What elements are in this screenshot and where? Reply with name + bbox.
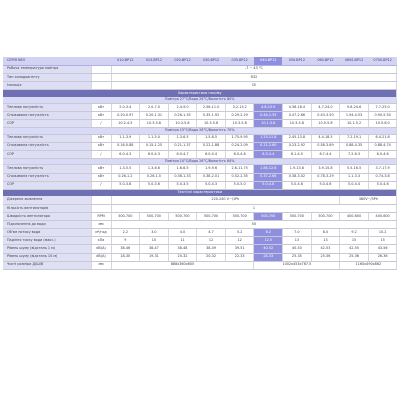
value-cell: 38-46 [111,245,140,253]
model-name: 035-BP12 [225,57,254,65]
value-cell: 42-53 [311,245,340,253]
value-cell: 1.9-9.6 [197,165,226,173]
performance-row [3,103,397,111]
value-cell: 7.2-6.3 [340,150,369,158]
row-unit: кВт [91,111,111,119]
model-header-row [3,57,397,65]
value-cell: 1.3-6.6 [140,165,169,173]
value-cell: 2.6-11.75 [225,165,254,173]
condition-title-row [3,127,397,134]
value-cell: 1.1-5.0 [140,134,169,142]
value-cell: 9.8-24.6 [340,103,369,111]
spec-table [3,57,397,270]
value-cell: 4.7 [197,229,226,237]
value-cell: 42-55 [340,245,369,253]
value-cell: 6.1-4.5 [283,150,312,158]
value-cell: 6.0-4.6 [368,150,397,158]
tech-row [3,253,397,261]
performance-row [3,165,397,173]
value-cell: 43-56 [368,245,397,253]
value-cell: 1.75-9.95 [225,134,254,142]
value-cell: 0.88-4.35 [340,142,369,150]
series-label: СЕРІЯ NEO [3,57,111,65]
value-cell: 2.0-7.0 [140,103,169,111]
model-name: 070S-BP12 [368,57,397,65]
value-cell: 6.0-4.3 [111,150,140,158]
value-cell: 3.0 [140,229,169,237]
value-cell: 10.1-5.2 [340,119,369,127]
condition-title: Повітря 15°С/Вода 26°С/Вологість 70% [3,127,397,134]
value-cell: 22-33 [225,253,254,261]
value-cell: 26-36 [368,253,397,261]
value-cell: 4.4-18.5 [311,134,340,142]
value-cell: 10.3-5.8 [197,119,226,127]
value-cell: 5.0-4.8 [254,181,283,189]
spec-sheet [3,57,397,270]
value-cell: 0.20-1.31 [140,111,169,119]
value-cell: 6.0-4.7 [168,150,197,158]
value-cell: 8.0 [311,229,340,237]
row-label: Об'єм потоку води [3,229,91,237]
value-cell: 220-240 V~/1Ph [111,196,340,204]
value-cell: 6.0-4.4 [197,150,226,158]
value-cell: 0.47-2.66 [283,111,312,119]
value-cell: 5.2 [225,229,254,237]
value-cell: 1002х453х767.5 [254,261,340,269]
row-unit: / [91,150,111,158]
value-cell: 20-32 [197,253,226,261]
value-cell: 1.94-4.53 [340,111,369,119]
tech-row [3,245,397,253]
value-cell: 10.3-5.8 [225,119,254,127]
row-unit [91,81,111,89]
row-unit [91,204,111,212]
value-cell: 0.24-2.09 [225,142,254,150]
value-cell: 18-30 [111,253,140,261]
tech-row [3,237,397,245]
value-cell: 380V~/3Ph [340,196,397,204]
tech-row [3,261,397,269]
value-cell: 500-700 [254,213,283,221]
value-cell: 5.0-3.8 [111,181,140,189]
value-cell: 5.0-4.6 [368,181,397,189]
value-cell: 6.4-21.8 [368,134,397,142]
value-cell: 38-49 [197,245,226,253]
row-label: Тип холодоагенту [3,73,91,81]
row-label: COP [3,119,91,127]
row-unit: кПа [91,237,111,245]
row-unit: / [91,119,111,127]
performance-row [3,142,397,150]
value-cell: 0.74-3.8 [368,173,397,181]
value-cell: 5.5-16.5 [340,165,369,173]
row-unit [91,196,111,204]
section-title: Характеристики нагріву [3,89,397,96]
row-label: Споживана потужність [3,173,91,181]
value-cell: 0.26-1.5 [140,173,169,181]
value-cell: 9 [111,237,140,245]
value-cell: 1.3-6.5 [168,134,197,142]
value-cell: 1.1-3.9 [111,134,140,142]
value-cell: 5.0-4.6 [283,181,312,189]
value-cell: 20-32 [168,253,197,261]
value-cell: 0.90-5.50 [368,111,397,119]
value-cell: 0.58-3.69 [311,142,340,150]
value-cell: 0.16-0.88 [111,142,140,150]
value-cell: 7.2-19.1 [340,134,369,142]
value-cell: 10.5-6.0 [368,119,397,127]
model-name: 040-BP12 [254,57,283,65]
value-cell: 1.5-8.5 [197,134,226,142]
value-cell: 6.3-4.4 [254,150,283,158]
section-title: Технічні характеристики [3,189,397,196]
row-label: Джерело живлення [3,196,91,204]
value-cell: 10.3-5.8 [140,119,169,127]
value-cell: 10.5-5.8 [311,119,340,127]
row-unit [91,73,111,81]
row-unit: мм [91,221,111,229]
condition-title: Повітря 10°С/Вода 26°С/Вологість 64% [3,158,397,165]
value-cell: 5.0-3.6 [140,181,169,189]
row-label: COP [3,150,91,158]
value-cell: 1.1-3.3 [340,173,369,181]
value-cell: 38-47 [140,245,169,253]
value-cell: 2.0-3.4 [111,103,140,111]
spec-table-body [3,57,397,269]
row-unit: кВт [91,134,111,142]
value-cell: 2.2 [111,229,140,237]
row-unit: / [91,181,111,189]
value-cell: 0.37-2.66 [254,173,283,181]
value-cell: 0.23-2.92 [283,142,312,150]
value-cell: 25-36 [311,253,340,261]
performance-row [3,181,397,189]
value-cell: 25-36 [340,253,369,261]
value-cell: 10.2-4.5 [111,119,140,127]
value-cell: 39-51 [225,245,254,253]
model-name: 015-BP12 [140,57,169,65]
value-cell: 1.6-6.5 [168,165,197,173]
general-row [3,81,397,89]
row-unit: мм [91,261,111,269]
value-cell: 1.9-13.6 [283,165,312,173]
value-cell: 1.86-12.6 [254,165,283,173]
model-name: 020-BP12 [168,57,197,65]
value-cell: 11 [168,237,197,245]
value-cell: 5.0-4.6 [311,181,340,189]
row-value: R32 [111,73,397,81]
value-cell: 4.0 [168,229,197,237]
value-cell: 0.35-1.92 [197,111,226,119]
tech-row [3,204,397,212]
value-cell: 5.0-4.4 [340,181,369,189]
row-value: -7 ~ 43 °C [111,65,397,73]
value-cell: 500-700 [283,213,312,221]
value-cell: 4.7-24.0 [311,103,340,111]
value-cell: 3.7-17.9 [368,165,397,173]
value-cell: 12 [225,237,254,245]
value-cell: 15 [368,237,397,245]
performance-row [3,173,397,181]
value-cell: 15 [340,237,369,245]
row-label: Теплова потужність [3,165,91,173]
row-label: Рівень шуму (відстань 10 м) [3,253,91,261]
tech-row [3,221,397,229]
value-cell: 6.2 [254,229,283,237]
value-cell: 0.21-2.60 [254,142,283,150]
value-cell: 0.38-3.02 [283,173,312,181]
row-unit: м³/год [91,229,111,237]
value-cell: 2.4-9.0 [168,103,197,111]
value-cell: 0.20-0.97 [111,111,140,119]
tech-section-title [3,189,397,196]
value-cell: 0.22-1.88 [197,142,226,150]
value-cell: 5.0-4.3 [197,181,226,189]
performance-row [3,134,397,142]
general-row [3,65,397,73]
row-unit: dB(A) [91,253,111,261]
row-label: Чисті розміри Д/Ш/В [3,261,91,269]
row-label: Підключення до води [3,221,91,229]
performance-row [3,150,397,158]
value-cell: 7.0 [283,229,312,237]
model-name: 050-BP12 [283,57,312,65]
tech-row [3,196,397,204]
value-cell: 888х360х605 [111,261,254,269]
row-unit: кВт [91,142,111,150]
row-label: Рівень шуму (відстань 1 м) [3,245,91,253]
row-unit: кВт [91,165,111,173]
row-unit: dB(A) [91,245,111,253]
value-cell: 500-700 [111,213,140,221]
value-cell: 0.38-2.01 [197,173,226,181]
row-label: Кількість вентиляторів [3,204,91,212]
value-cell: 0.52-2.35 [225,173,254,181]
value-cell: 7.7-25.0 [368,103,397,111]
value-cell: 50 [111,221,397,229]
value-cell: 400-600 [340,213,369,221]
general-row [3,73,397,81]
row-label: Швидкість вентилятора [3,213,91,221]
value-cell: 10.3-5.8 [168,119,197,127]
row-label: Робоча температура повітря [3,65,91,73]
row-label: Теплова потужність [3,103,91,111]
value-cell: 0.36-1.33 [168,173,197,181]
value-cell: 2.45-13.8 [283,134,312,142]
row-value: CE [111,81,397,89]
value-cell: 1.3-5.5 [111,165,140,173]
condition-title-row [3,97,397,104]
value-cell: 5.0-5.0 [225,181,254,189]
value-cell: 12.5 [254,237,283,245]
value-cell: 1160х490х862 [340,261,397,269]
row-unit: кВт [91,173,111,181]
model-name: 060-BP12 [311,57,340,65]
value-cell: 9.2 [340,229,369,237]
value-cell: 0.29-2.29 [225,111,254,119]
row-label: Ізоляція [3,81,91,89]
value-cell: 0.88-4.74 [368,142,397,150]
performance-row [3,111,397,119]
value-cell: 2.56-11.0 [197,103,226,111]
row-label: Споживана потужність [3,111,91,119]
tech-row [3,213,397,221]
value-cell: 10.1-5.8 [254,119,283,127]
value-cell: 10.2 [368,229,397,237]
value-cell: 0.26-1.2 [111,173,140,181]
value-cell: 0.78-3.29 [311,173,340,181]
value-cell: 0.43-3.50 [311,111,340,119]
value-cell: 6.7-4.4 [311,150,340,158]
value-cell: 0.26-1.35 [168,111,197,119]
value-cell: 6.0-4.3 [140,150,169,158]
row-unit: кВт [91,103,111,111]
row-label: Споживана потужність [3,142,91,150]
value-cell: 13 [311,237,340,245]
model-name: 030-BP12 [197,57,226,65]
value-cell: 6.0-4.8 [225,150,254,158]
row-label: Падіння тиску води (макс.) [3,237,91,245]
value-cell: 1 [111,204,397,212]
row-unit [91,65,111,73]
value-cell: 25-35 [283,253,312,261]
performance-row [3,119,397,127]
value-cell: 1.23-11.8 [254,134,283,142]
value-cell: 0.15-1.25 [140,142,169,150]
value-cell: 24-33 [254,253,283,261]
value-cell: 4.36-18.4 [283,103,312,111]
value-cell: 38-48 [168,245,197,253]
condition-title-row [3,158,397,165]
value-cell: 500-700 [225,213,254,221]
value-cell: 19-31 [140,253,169,261]
value-cell: 40-52 [254,245,283,253]
value-cell: 0.44-2.55 [254,111,283,119]
value-cell: 0.21-1.37 [168,142,197,150]
value-cell: 12 [197,237,226,245]
performance-section-title [3,89,397,96]
value-cell: 10 [140,237,169,245]
value-cell: 40-53 [283,245,312,253]
value-cell: 3.2-13.2 [225,103,254,111]
value-cell: 500-700 [197,213,226,221]
value-cell: 3.9-15.8 [311,165,340,173]
model-name: 010-BP12 [111,57,140,65]
value-cell: 500-700 [168,213,197,221]
value-cell: 400-600 [368,213,397,221]
model-name: 060S-BP12 [340,57,369,65]
value-cell: 500-700 [311,213,340,221]
value-cell: 5.0-3.5 [168,181,197,189]
row-label: COP [3,181,91,189]
value-cell: 4.8-15.9 [254,103,283,111]
value-cell: 10.3-5.8 [283,119,312,127]
condition-title: Повітря 27°С/Вода 26°С/Вологість 80% [3,97,397,104]
value-cell: 500-700 [140,213,169,221]
tech-row [3,229,397,237]
value-cell: 13 [283,237,312,245]
row-unit: RPM [91,213,111,221]
row-label: Теплова потужність [3,134,91,142]
